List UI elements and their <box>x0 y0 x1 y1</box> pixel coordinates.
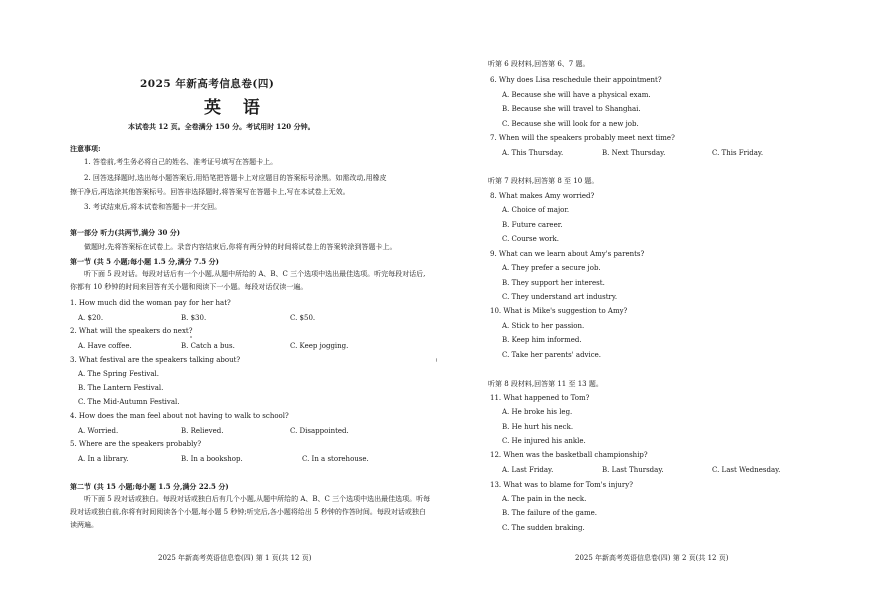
exam-page-2 <box>440 0 870 615</box>
option-b: B. In a bookshop. <box>181 455 243 463</box>
section2-heading: 第二节 (共 15 小题;每小题 1.5 分,满分 22.5 分) <box>70 482 229 491</box>
option-b: B. Catch a bus. <box>181 342 235 350</box>
question-6-option-a: A. Because she will have a physical exam. <box>502 91 651 99</box>
question-10-stem: 10. What is Mike's suggestion to Amy? <box>490 307 628 315</box>
exam-title: 2025 年新高考信息卷(四) <box>140 78 275 90</box>
exam-subject: 英 语 <box>204 98 268 118</box>
question-9-option-b: B. They support her interest. <box>502 279 605 287</box>
question-4-stem: 4. How does the man feel about not having to walk to school? <box>70 412 289 420</box>
option-b: B. Relieved. <box>181 427 224 435</box>
part1-desc: 做题时,先将答案标在试卷上。录音内容结束后,你将有两分钟的时间将试卷上的答案转涂到答题卡上。 <box>84 243 397 251</box>
option-c: C. This Friday. <box>712 149 764 157</box>
question-11-option-b: B. He hurt his neck. <box>502 423 574 431</box>
question-9-option-a: A. They prefer a secure job. <box>502 264 601 272</box>
scan-speck <box>190 336 192 338</box>
question-3-option-a: A. The Spring Festival. <box>78 370 159 378</box>
section1-desc: 听下面 5 段对话。每段对话后有一个小题,从题中所给的 A、B、C 三个选项中选出最佳选项。听完每段对话后,你都有 10 秒钟的时间来回答有关小题和阅读下一小题。每段对话仅读一遍。 <box>70 270 426 291</box>
block-6-intro: 听第 6 段材料,回答第 6、7 题。 <box>488 60 590 68</box>
question-3-option-c: C. The Mid-Autumn Festival. <box>78 398 180 406</box>
option-a: A. Have coffee. <box>78 342 132 350</box>
block-8-intro: 听第 8 段材料,回答第 11 至 13 题。 <box>488 380 603 388</box>
exam-meta: 本试卷共 12 页。全卷满分 150 分。考试用时 120 分钟。 <box>128 122 315 131</box>
question-13-stem: 13. What was to blame for Tom's injury? <box>490 481 633 489</box>
question-11-option-a: A. He broke his leg. <box>502 408 573 416</box>
option-c: C. Last Wednesday. <box>712 466 781 474</box>
question-8-stem: 8. What makes Amy worried? <box>490 192 595 200</box>
page-footer-1: 2025 年新高考英语信息卷(四) 第 1 页(共 12 页) <box>158 554 312 562</box>
section1-heading: 第一节 (共 5 小题;每小题 1.5 分,满分 7.5 分) <box>70 257 219 266</box>
question-10-option-b: B. Keep him informed. <box>502 336 582 344</box>
option-a: A. Worried. <box>78 427 119 435</box>
option-a: A. In a library. <box>78 455 129 463</box>
option-a: A. $20. <box>78 314 104 322</box>
option-a: A. Last Friday. <box>502 466 554 474</box>
question-6-option-c: C. Because she will look for a new job. <box>502 120 639 128</box>
notice-heading: 注意事项: <box>70 144 101 153</box>
notice-item-2: 2. 回答选择题时,选出每小题答案后,用铅笔把答题卡上对应题目的答案标号涂黑。如需改动,用橡皮 <box>84 174 387 182</box>
option-b: B. $30. <box>181 314 207 322</box>
option-c: C. Keep jogging. <box>290 342 349 350</box>
question-9-option-c: C. They understand art industry. <box>502 293 618 301</box>
question-10-option-c: C. Take her parents' advice. <box>502 351 602 359</box>
question-13-option-b: B. The failure of the game. <box>502 509 597 517</box>
question-5-stem: 5. Where are the speakers probably? <box>70 440 202 448</box>
question-3-stem: 3. What festival are the speakers talking about? <box>70 356 241 364</box>
option-b: B. Last Thursday. <box>602 466 664 474</box>
question-2-stem: 2. What will the speakers do next? <box>70 327 193 335</box>
question-8-option-a: A. Choice of major. <box>502 206 570 214</box>
option-c: C. Disappointed. <box>290 427 349 435</box>
question-12-stem: 12. When was the basketball championship? <box>490 451 648 459</box>
question-7-stem: 7. When will the speakers probably meet next time? <box>490 134 675 142</box>
scan-speck <box>436 358 437 362</box>
page-footer-2: 2025 年新高考英语信息卷(四) 第 2 页(共 12 页) <box>575 554 729 562</box>
question-13-option-c: C. The sudden braking. <box>502 524 585 532</box>
part1-heading: 第一部分 听力(共两节,满分 30 分) <box>70 228 181 237</box>
block-7-intro: 听第 7 段材料,回答第 8 至 10 题。 <box>488 177 599 185</box>
option-a: A. This Thursday. <box>502 149 564 157</box>
question-6-option-b: B. Because she will travel to Shanghai. <box>502 105 641 113</box>
question-11-stem: 11. What happened to Tom? <box>490 394 590 402</box>
question-1-stem: 1. How much did the woman pay for her hat? <box>70 299 231 307</box>
question-3-option-b: B. The Lantern Festival. <box>78 384 164 392</box>
question-9-stem: 9. What can we learn about Amy's parents? <box>490 250 645 258</box>
question-10-option-a: A. Stick to her passion. <box>502 322 585 330</box>
question-13-option-a: A. The pain in the neck. <box>502 495 587 503</box>
notice-item-3: 3. 考试结束后,将本试卷和答题卡一并交回。 <box>84 203 222 211</box>
notice-item-2-cont: 擦干净后,再选涂其他答案标号。回答非选择题时,将答案写在答题卡上,写在本试卷上无效。 <box>70 188 350 196</box>
question-8-option-b: B. Future career. <box>502 221 563 229</box>
question-11-option-c: C. He injured his ankle. <box>502 437 586 445</box>
option-c: C. $50. <box>290 314 316 322</box>
question-8-option-c: C. Course work. <box>502 235 559 243</box>
option-b: B. Next Thursday. <box>602 149 666 157</box>
notice-item-1: 1. 答卷前,考生务必将自己的姓名、准考证号填写在答题卡上。 <box>84 158 278 166</box>
section2-desc: 听下面 5 段对话或独白。每段对话或独白后有几个小题,从题中所给的 A、B、C 三个选项中选出最佳选项。听每段对话或独白前,你将有时间阅读各个小题,每小题 5 秒钟;听完后,各小题将给出 5 秒钟的作答时间。每段对话或独白读两遍。 <box>70 495 431 529</box>
option-c: C. In a storehouse. <box>302 455 369 463</box>
question-6-stem: 6. Why does Lisa reschedule their appointment? <box>490 76 662 84</box>
